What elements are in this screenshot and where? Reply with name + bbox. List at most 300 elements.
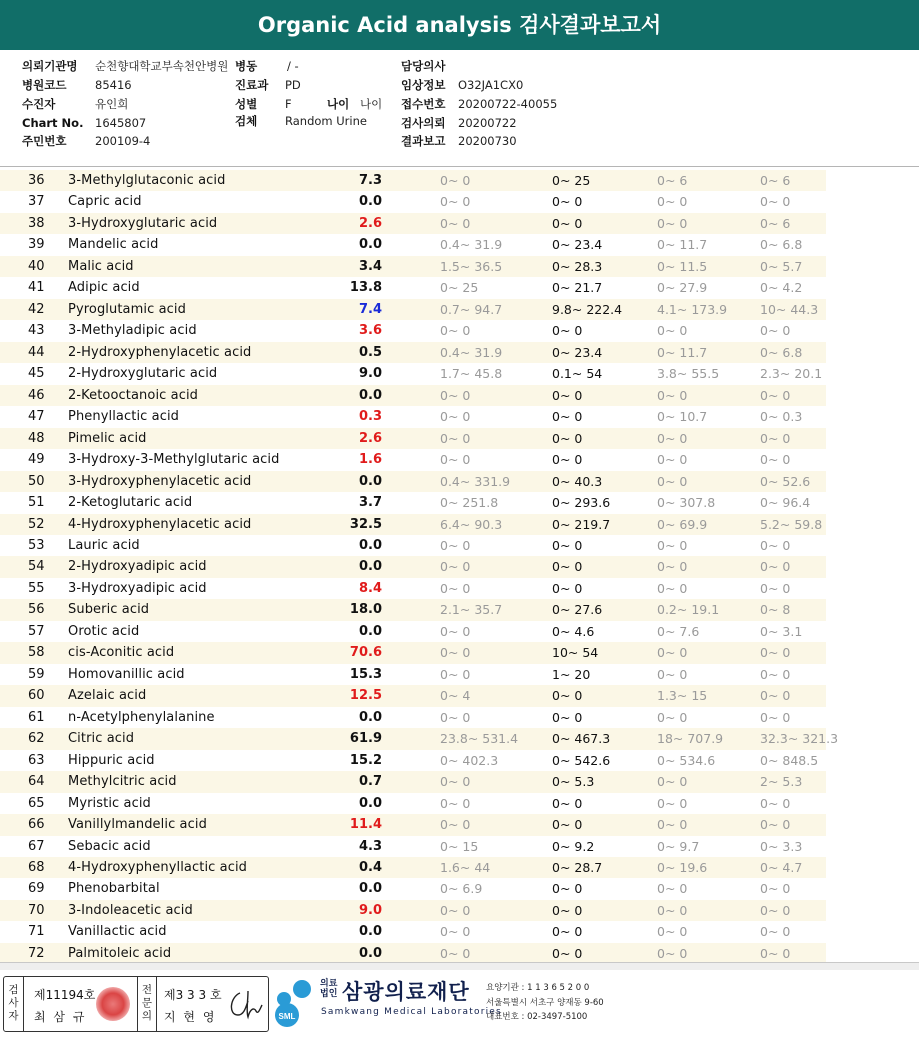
patient-label: 수진자 bbox=[22, 97, 56, 111]
result-value: 0.4 bbox=[358, 860, 382, 875]
table-row bbox=[0, 514, 919, 535]
reference-range-4: 0~ 96.4 bbox=[760, 495, 811, 511]
table-row bbox=[0, 664, 919, 685]
reception-no-label: 접수번호 bbox=[401, 97, 446, 111]
table-row bbox=[0, 857, 919, 878]
reference-range-4: 0~ 0 bbox=[760, 688, 791, 704]
table-row bbox=[0, 793, 919, 814]
table-row bbox=[0, 363, 919, 384]
reference-range-3: 0~ 0 bbox=[657, 902, 688, 918]
reference-range-3: 0~ 11.7 bbox=[657, 344, 708, 360]
result-value: 0.0 bbox=[358, 237, 382, 253]
reference-range-4: 0~ 0 bbox=[760, 537, 791, 553]
reference-range-4: 2.3~ 20.1 bbox=[760, 366, 823, 382]
reference-range-2: 9.8~ 222.4 bbox=[552, 301, 623, 317]
row-number: 70 bbox=[28, 902, 45, 918]
table-row bbox=[0, 492, 919, 513]
reference-range-4: 0~ 0 bbox=[760, 387, 791, 403]
analyte-name: 2-Hydroxyphenylacetic acid bbox=[68, 344, 252, 360]
specialist-name: 지 현 영 bbox=[164, 1010, 217, 1024]
reference-range-1: 0.4~ 31.9 bbox=[440, 237, 503, 253]
reference-range-1: 0~ 0 bbox=[440, 817, 471, 833]
table-row bbox=[0, 449, 919, 470]
reference-range-2: 0~ 0 bbox=[552, 924, 583, 940]
reference-range-1: 0.4~ 331.9 bbox=[440, 473, 511, 489]
result-value: 13.8 bbox=[349, 280, 382, 296]
reference-range-4: 0~ 0 bbox=[760, 452, 791, 468]
reference-range-2: 0~ 0 bbox=[552, 194, 583, 210]
result-report-label: 결과보고 bbox=[401, 134, 446, 148]
reference-range-2: 0~ 5.3 bbox=[552, 774, 595, 790]
resident-no-value: 200109-4 bbox=[95, 134, 151, 148]
care-institution-no: 요양기관 : 1 1 3 6 5 2 0 0 bbox=[486, 983, 590, 993]
result-value: 0.0 bbox=[358, 537, 382, 553]
tester-label: 검사자 bbox=[4, 977, 24, 1031]
specialist-license-no: 제3 3 3 호 bbox=[164, 988, 222, 1002]
reference-range-4: 0~ 0 bbox=[760, 945, 791, 961]
row-number: 48 bbox=[28, 430, 45, 446]
result-value: 9.0 bbox=[358, 366, 382, 382]
table-row bbox=[0, 878, 919, 899]
row-number: 44 bbox=[28, 344, 45, 360]
reference-range-1: 0~ 0 bbox=[440, 452, 471, 468]
row-number: 51 bbox=[28, 495, 45, 511]
chart-no-value: 1645807 bbox=[95, 116, 147, 130]
table-row bbox=[0, 750, 919, 771]
table-row bbox=[0, 277, 919, 298]
result-value: 15.3 bbox=[349, 666, 382, 682]
reference-range-3: 0~ 0 bbox=[657, 430, 688, 446]
reference-range-4: 0~ 6.8 bbox=[760, 344, 803, 360]
reference-range-3: 4.1~ 173.9 bbox=[657, 301, 728, 317]
specialist-signature bbox=[226, 987, 264, 1021]
result-value: 18.0 bbox=[349, 602, 382, 618]
reference-range-2: 0~ 9.2 bbox=[552, 838, 595, 854]
row-number: 47 bbox=[28, 409, 45, 425]
table-bottom-band bbox=[0, 962, 919, 970]
report-footer bbox=[0, 971, 919, 1040]
analyte-name: Sebacic acid bbox=[68, 838, 151, 854]
table-row bbox=[0, 578, 919, 599]
reference-range-1: 6.4~ 90.3 bbox=[440, 516, 503, 532]
analyte-name: 2-Hydroxyglutaric acid bbox=[68, 366, 218, 382]
analyte-name: Suberic acid bbox=[68, 602, 150, 618]
result-value: 0.0 bbox=[358, 387, 382, 403]
row-number: 43 bbox=[28, 323, 45, 339]
reference-range-3: 0~ 307.8 bbox=[657, 495, 716, 511]
result-value: 3.6 bbox=[358, 323, 382, 339]
result-value: 0.0 bbox=[358, 881, 382, 897]
reference-range-2: 1~ 20 bbox=[552, 666, 591, 682]
reference-range-2: 0~ 25 bbox=[552, 173, 591, 188]
reference-range-3: 0~ 27.9 bbox=[657, 280, 708, 296]
reference-range-2: 0~ 28.7 bbox=[552, 860, 603, 875]
reference-range-1: 0~ 0 bbox=[440, 795, 471, 811]
analyte-name: cis-Aconitic acid bbox=[68, 645, 175, 661]
analyte-name: Myristic acid bbox=[68, 795, 151, 811]
org-prefix bbox=[320, 979, 337, 999]
table-row bbox=[0, 406, 919, 427]
table-row bbox=[0, 599, 919, 620]
analyte-name: Adipic acid bbox=[68, 280, 140, 296]
reference-range-1: 0~ 0 bbox=[440, 559, 471, 575]
row-number: 56 bbox=[28, 602, 45, 618]
result-value: 3.4 bbox=[358, 258, 382, 274]
reference-range-2: 0~ 0 bbox=[552, 902, 583, 918]
reference-range-2: 0~ 0 bbox=[552, 537, 583, 553]
table-row bbox=[0, 728, 919, 749]
reference-range-1: 0~ 0 bbox=[440, 709, 471, 725]
analyte-name: Methylcitric acid bbox=[68, 774, 177, 790]
reference-range-1: 0~ 25 bbox=[440, 280, 479, 296]
result-value: 15.2 bbox=[349, 752, 382, 768]
reference-range-4: 0~ 0 bbox=[760, 795, 791, 811]
reference-range-3: 0~ 0 bbox=[657, 323, 688, 339]
organization-name-english: Samkwang Medical Laboratories bbox=[321, 1007, 502, 1017]
reference-range-4: 0~ 0 bbox=[760, 430, 791, 446]
result-value: 2.6 bbox=[358, 430, 382, 446]
reference-range-1: 23.8~ 531.4 bbox=[440, 731, 519, 747]
row-number: 38 bbox=[28, 215, 45, 231]
age-value: 나이 bbox=[360, 97, 383, 111]
row-number: 54 bbox=[28, 559, 45, 575]
analyte-name: Phenyllactic acid bbox=[68, 409, 180, 425]
reference-range-4: 0~ 0 bbox=[760, 881, 791, 897]
analyte-name: Palmitoleic acid bbox=[68, 945, 172, 961]
analyte-name: Lauric acid bbox=[68, 537, 140, 553]
reference-range-3: 0~ 0 bbox=[657, 945, 688, 961]
reference-range-4: 0~ 6 bbox=[760, 173, 791, 188]
table-row bbox=[0, 234, 919, 255]
reference-range-1: 0~ 0 bbox=[440, 902, 471, 918]
reference-range-3: 0~ 0 bbox=[657, 666, 688, 682]
reference-range-4: 0~ 52.6 bbox=[760, 473, 811, 489]
row-number: 63 bbox=[28, 752, 45, 768]
reference-range-4: 0~ 6.8 bbox=[760, 237, 803, 253]
result-value: 7.4 bbox=[358, 301, 382, 317]
row-number: 40 bbox=[28, 258, 45, 274]
reference-range-3: 1.3~ 15 bbox=[657, 688, 708, 704]
reference-range-2: 0~ 23.4 bbox=[552, 237, 603, 253]
row-number: 52 bbox=[28, 516, 45, 532]
table-row bbox=[0, 471, 919, 492]
reference-range-1: 0~ 0 bbox=[440, 173, 471, 188]
table-row bbox=[0, 771, 919, 792]
table-row bbox=[0, 621, 919, 642]
analyte-name: Mandelic acid bbox=[68, 237, 159, 253]
row-number: 41 bbox=[28, 280, 45, 296]
analyte-name: n-Acetylphenylalanine bbox=[68, 709, 215, 725]
reference-range-2: 0~ 21.7 bbox=[552, 280, 603, 296]
reference-range-2: 0~ 40.3 bbox=[552, 473, 603, 489]
result-value: 0.0 bbox=[358, 473, 382, 489]
analyte-name: 2-Ketoglutaric acid bbox=[68, 495, 193, 511]
analyte-name: 3-Hydroxyphenylacetic acid bbox=[68, 473, 252, 489]
reference-range-3: 0~ 6 bbox=[657, 173, 688, 188]
result-value: 4.3 bbox=[358, 838, 382, 854]
reference-range-1: 1.7~ 45.8 bbox=[440, 366, 503, 382]
table-row bbox=[0, 814, 919, 835]
reference-range-2: 0~ 0 bbox=[552, 795, 583, 811]
reference-range-4: 0~ 0 bbox=[760, 817, 791, 833]
reference-range-1: 0~ 0 bbox=[440, 580, 471, 596]
clinical-info-label: 임상정보 bbox=[401, 78, 446, 92]
reference-range-2: 0~ 0 bbox=[552, 817, 583, 833]
analyte-name: Vanillactic acid bbox=[68, 924, 167, 940]
reference-range-1: 0.7~ 94.7 bbox=[440, 301, 503, 317]
analyte-name: Citric acid bbox=[68, 731, 135, 747]
table-row bbox=[0, 320, 919, 341]
analyte-name: 2-Hydroxyadipic acid bbox=[68, 559, 207, 575]
table-row bbox=[0, 556, 919, 577]
table-row bbox=[0, 342, 919, 363]
sml-logo-icon bbox=[272, 979, 316, 1027]
result-value: 0.0 bbox=[358, 924, 382, 940]
reference-range-1: 0~ 402.3 bbox=[440, 752, 499, 768]
row-number: 61 bbox=[28, 709, 45, 725]
patient-info-section bbox=[0, 50, 919, 167]
reference-range-4: 0~ 0 bbox=[760, 559, 791, 575]
result-value: 0.0 bbox=[358, 945, 382, 961]
ward-value: / - bbox=[287, 59, 299, 73]
row-number: 60 bbox=[28, 688, 45, 704]
reference-range-1: 0.4~ 31.9 bbox=[440, 344, 503, 360]
reference-range-2: 0~ 28.3 bbox=[552, 258, 603, 274]
analyte-name: Phenobarbital bbox=[68, 881, 160, 897]
reference-range-1: 0~ 0 bbox=[440, 774, 471, 790]
row-number: 53 bbox=[28, 537, 45, 553]
analyte-name: Orotic acid bbox=[68, 623, 140, 639]
result-value: 2.6 bbox=[358, 215, 382, 231]
signature-box bbox=[3, 976, 269, 1032]
reference-range-3: 0~ 0 bbox=[657, 795, 688, 811]
tester-seal-stamp bbox=[96, 987, 130, 1021]
reference-range-1: 0~ 0 bbox=[440, 645, 471, 661]
row-number: 37 bbox=[28, 194, 45, 210]
reference-range-4: 0~ 0 bbox=[760, 580, 791, 596]
result-value: 0.0 bbox=[358, 559, 382, 575]
department-label: 진료과 bbox=[235, 78, 269, 92]
reference-range-2: 0~ 0 bbox=[552, 452, 583, 468]
reference-range-2: 0~ 0 bbox=[552, 709, 583, 725]
table-row bbox=[0, 535, 919, 556]
analyte-name: 3-Hydroxyadipic acid bbox=[68, 580, 207, 596]
phone-number: 대표번호 : 02-3497-5100 bbox=[486, 1012, 588, 1022]
test-request-label: 검사의뢰 bbox=[401, 116, 446, 130]
reference-range-3: 3.8~ 55.5 bbox=[657, 366, 720, 382]
row-number: 45 bbox=[28, 366, 45, 382]
reference-range-1: 0~ 0 bbox=[440, 430, 471, 446]
table-row bbox=[0, 685, 919, 706]
reference-range-3: 0~ 0 bbox=[657, 924, 688, 940]
reference-range-4: 0~ 8 bbox=[760, 602, 791, 618]
row-number: 67 bbox=[28, 838, 45, 854]
reference-range-2: 0~ 293.6 bbox=[552, 495, 611, 511]
analyte-name: Capric acid bbox=[68, 194, 142, 210]
reference-range-4: 0~ 848.5 bbox=[760, 752, 819, 768]
table-row bbox=[0, 385, 919, 406]
row-number: 71 bbox=[28, 924, 45, 940]
department-value: PD bbox=[285, 78, 301, 92]
reference-range-4: 0~ 0 bbox=[760, 709, 791, 725]
report-title: Organic Acid analysis 검사결과보고서 bbox=[0, 0, 919, 50]
reference-range-4: 0~ 0 bbox=[760, 194, 791, 210]
table-row bbox=[0, 256, 919, 277]
row-number: 64 bbox=[28, 774, 45, 790]
reference-range-1: 0~ 0 bbox=[440, 666, 471, 682]
result-value: 0.0 bbox=[358, 194, 382, 210]
reference-range-1: 0~ 0 bbox=[440, 323, 471, 339]
reference-range-2: 0~ 0 bbox=[552, 430, 583, 446]
reference-range-2: 0~ 27.6 bbox=[552, 602, 603, 618]
row-number: 50 bbox=[28, 473, 45, 489]
reference-range-1: 0~ 0 bbox=[440, 194, 471, 210]
analyte-name: 4-Hydroxyphenylacetic acid bbox=[68, 516, 252, 532]
tester-name: 최 삼 규 bbox=[34, 1010, 87, 1024]
row-number: 58 bbox=[28, 645, 45, 661]
age-label: 나이 bbox=[327, 97, 350, 111]
logo-text: SML bbox=[278, 1012, 296, 1021]
reference-range-3: 0.2~ 19.1 bbox=[657, 602, 720, 618]
hospital-code-label: 병원코드 bbox=[22, 78, 67, 92]
reference-range-4: 2~ 5.3 bbox=[760, 774, 803, 790]
row-number: 57 bbox=[28, 623, 45, 639]
reference-range-2: 10~ 54 bbox=[552, 645, 599, 661]
reference-range-3: 0~ 69.9 bbox=[657, 516, 708, 532]
analyte-name: Pyroglutamic acid bbox=[68, 301, 186, 317]
result-value: 0.0 bbox=[358, 795, 382, 811]
reference-range-2: 0~ 0 bbox=[552, 323, 583, 339]
row-number: 65 bbox=[28, 795, 45, 811]
reference-range-1: 0~ 0 bbox=[440, 215, 471, 231]
reference-range-3: 0~ 0 bbox=[657, 537, 688, 553]
row-number: 49 bbox=[28, 452, 45, 468]
reference-range-3: 0~ 0 bbox=[657, 645, 688, 661]
org-prefix-1: 의료 bbox=[320, 979, 338, 989]
reference-range-4: 0~ 0 bbox=[760, 323, 791, 339]
result-value: 32.5 bbox=[349, 516, 382, 532]
table-row bbox=[0, 707, 919, 728]
sex-value: F bbox=[285, 97, 292, 111]
reference-range-2: 0~ 0 bbox=[552, 881, 583, 897]
result-value: 0.7 bbox=[358, 774, 382, 790]
organization-address: 서울특별시 서초구 양재동 9-60 bbox=[486, 998, 604, 1008]
row-number: 69 bbox=[28, 881, 45, 897]
reference-range-3: 0~ 0 bbox=[657, 559, 688, 575]
results-table bbox=[0, 170, 919, 964]
table-row bbox=[0, 900, 919, 921]
org-prefix-2: 법인 bbox=[320, 989, 338, 999]
result-value: 61.9 bbox=[349, 731, 382, 747]
reference-range-2: 0~ 0 bbox=[552, 409, 583, 425]
reference-range-1: 0~ 15 bbox=[440, 838, 479, 854]
reference-range-3: 0~ 11.7 bbox=[657, 237, 708, 253]
result-value: 9.0 bbox=[358, 902, 382, 918]
reference-range-3: 0~ 11.5 bbox=[657, 258, 708, 274]
reference-range-1: 2.1~ 35.7 bbox=[440, 602, 503, 618]
hospital-code-value: 85416 bbox=[95, 78, 132, 92]
result-report-value: 20200730 bbox=[458, 134, 517, 148]
table-row bbox=[0, 170, 919, 191]
reference-range-3: 0~ 0 bbox=[657, 215, 688, 231]
table-row bbox=[0, 428, 919, 449]
reference-range-3: 0~ 0 bbox=[657, 881, 688, 897]
reference-range-3: 0~ 0 bbox=[657, 473, 688, 489]
reference-range-2: 0~ 219.7 bbox=[552, 516, 611, 532]
analyte-name: Azelaic acid bbox=[68, 688, 147, 704]
analyte-name: 3-Hydroxy-3-Methylglutaric acid bbox=[68, 452, 280, 468]
reference-range-1: 0~ 251.8 bbox=[440, 495, 499, 511]
row-number: 72 bbox=[28, 945, 45, 961]
resident-no-label: 주민번호 bbox=[22, 134, 67, 148]
row-number: 59 bbox=[28, 666, 45, 682]
reference-range-4: 0~ 3.3 bbox=[760, 838, 803, 854]
reference-range-3: 0~ 534.6 bbox=[657, 752, 716, 768]
row-number: 68 bbox=[28, 860, 45, 875]
analyte-name: 4-Hydroxyphenyllactic acid bbox=[68, 860, 248, 875]
organization-name: 삼광의료재단 bbox=[342, 980, 470, 1004]
reference-range-2: 0~ 0 bbox=[552, 580, 583, 596]
reception-no-value: 20200722-40055 bbox=[458, 97, 558, 111]
result-value: 11.4 bbox=[349, 817, 382, 833]
reference-range-2: 0~ 0 bbox=[552, 215, 583, 231]
analyte-name: Homovanillic acid bbox=[68, 666, 185, 682]
result-value: 12.5 bbox=[349, 688, 382, 704]
reference-range-3: 18~ 707.9 bbox=[657, 731, 724, 747]
analyte-name: Pimelic acid bbox=[68, 430, 147, 446]
specialist-label: 전문의 bbox=[137, 977, 157, 1031]
reference-range-4: 0~ 5.7 bbox=[760, 258, 803, 274]
row-number: 55 bbox=[28, 580, 45, 596]
analyte-name: 3-Hydroxyglutaric acid bbox=[68, 215, 218, 231]
reference-range-2: 0~ 23.4 bbox=[552, 344, 603, 360]
reference-range-4: 0~ 6 bbox=[760, 215, 791, 231]
reference-range-2: 0~ 0 bbox=[552, 688, 583, 704]
reference-range-1: 0~ 0 bbox=[440, 945, 471, 961]
tester-license-no: 제11194호 bbox=[34, 988, 96, 1002]
result-value: 0.0 bbox=[358, 623, 382, 639]
reference-range-4: 5.2~ 59.8 bbox=[760, 516, 823, 532]
reference-range-2: 0~ 0 bbox=[552, 387, 583, 403]
reference-range-2: 0.1~ 54 bbox=[552, 366, 603, 382]
reference-range-3: 0~ 19.6 bbox=[657, 860, 708, 875]
test-request-value: 20200722 bbox=[458, 116, 517, 130]
institution-label: 의뢰기관명 bbox=[22, 59, 78, 73]
reference-range-3: 0~ 0 bbox=[657, 452, 688, 468]
sex-label: 성별 bbox=[235, 97, 258, 111]
reference-range-3: 0~ 0 bbox=[657, 387, 688, 403]
reference-range-4: 0~ 3.1 bbox=[760, 623, 803, 639]
reference-range-4: 0~ 0 bbox=[760, 645, 791, 661]
reference-range-3: 0~ 0 bbox=[657, 194, 688, 210]
analyte-name: 2-Ketooctanoic acid bbox=[68, 387, 199, 403]
reference-range-1: 0~ 0 bbox=[440, 537, 471, 553]
result-value: 0.3 bbox=[358, 409, 382, 425]
reference-range-4: 0~ 4.7 bbox=[760, 860, 803, 875]
reference-range-3: 0~ 0 bbox=[657, 817, 688, 833]
result-value: 8.4 bbox=[358, 580, 382, 596]
reference-range-2: 0~ 542.6 bbox=[552, 752, 611, 768]
result-value: 7.3 bbox=[358, 173, 382, 188]
row-number: 42 bbox=[28, 301, 45, 317]
reference-range-2: 0~ 0 bbox=[552, 945, 583, 961]
chart-no-label: Chart No. bbox=[22, 116, 84, 130]
reference-range-4: 0~ 0 bbox=[760, 666, 791, 682]
reference-range-1: 0~ 4 bbox=[440, 688, 471, 704]
reference-range-1: 0~ 6.9 bbox=[440, 881, 483, 897]
specimen-value: Random Urine bbox=[285, 114, 367, 128]
table-row bbox=[0, 299, 919, 320]
